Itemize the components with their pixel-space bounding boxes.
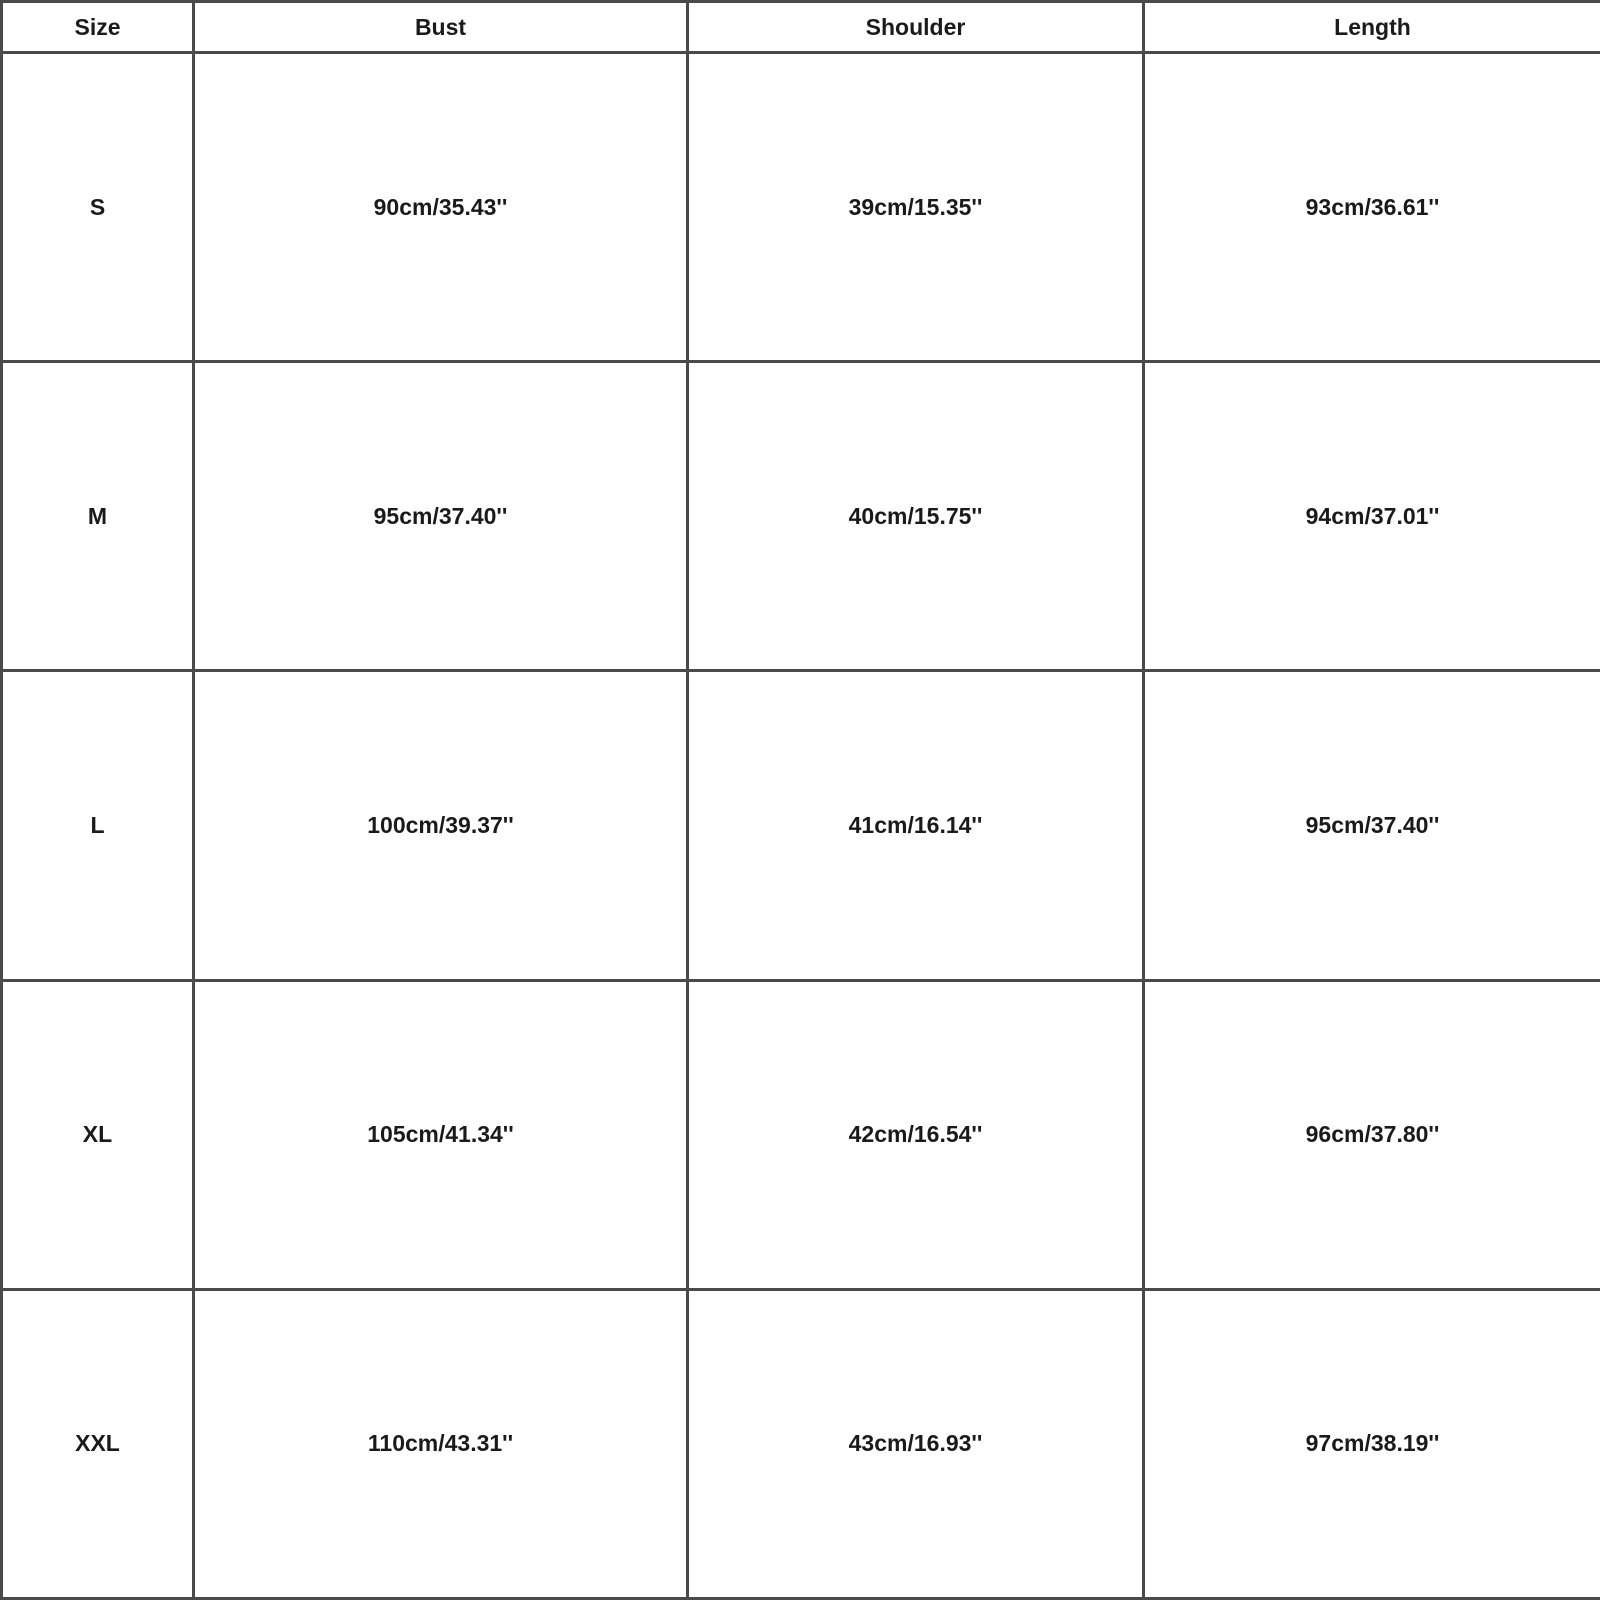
length-cell: 95cm/37.40'' [1144, 671, 1600, 980]
header-shoulder: Shoulder [688, 2, 1144, 53]
table-row [2, 53, 1600, 362]
shoulder-cell: 40cm/15.75'' [688, 362, 1144, 671]
table-row [2, 980, 1600, 1289]
bust-cell: 90cm/35.43'' [194, 53, 688, 362]
length-cell: 96cm/37.80'' [1144, 980, 1600, 1289]
header-size: Size [2, 2, 194, 53]
size-cell: L [2, 671, 194, 980]
size-cell: XL [2, 980, 194, 1289]
table-row [2, 671, 1600, 980]
shoulder-cell: 39cm/15.35'' [688, 53, 1144, 362]
table-row [2, 362, 1600, 671]
header-bust: Bust [194, 2, 688, 53]
bust-cell: 100cm/39.37'' [194, 671, 688, 980]
bust-cell: 95cm/37.40'' [194, 362, 688, 671]
size-cell: XXL [2, 1289, 194, 1598]
table-row [2, 1289, 1600, 1598]
shoulder-cell: 42cm/16.54'' [688, 980, 1144, 1289]
bust-cell: 110cm/43.31'' [194, 1289, 688, 1598]
shoulder-cell: 43cm/16.93'' [688, 1289, 1144, 1598]
bust-cell: 105cm/41.34'' [194, 980, 688, 1289]
length-cell: 93cm/36.61'' [1144, 53, 1600, 362]
shoulder-cell: 41cm/16.14'' [688, 671, 1144, 980]
table-header-row [2, 2, 1600, 53]
size-cell: M [2, 362, 194, 671]
length-cell: 94cm/37.01'' [1144, 362, 1600, 671]
header-length: Length [1144, 2, 1600, 53]
size-cell: S [2, 53, 194, 362]
length-cell: 97cm/38.19'' [1144, 1289, 1600, 1598]
